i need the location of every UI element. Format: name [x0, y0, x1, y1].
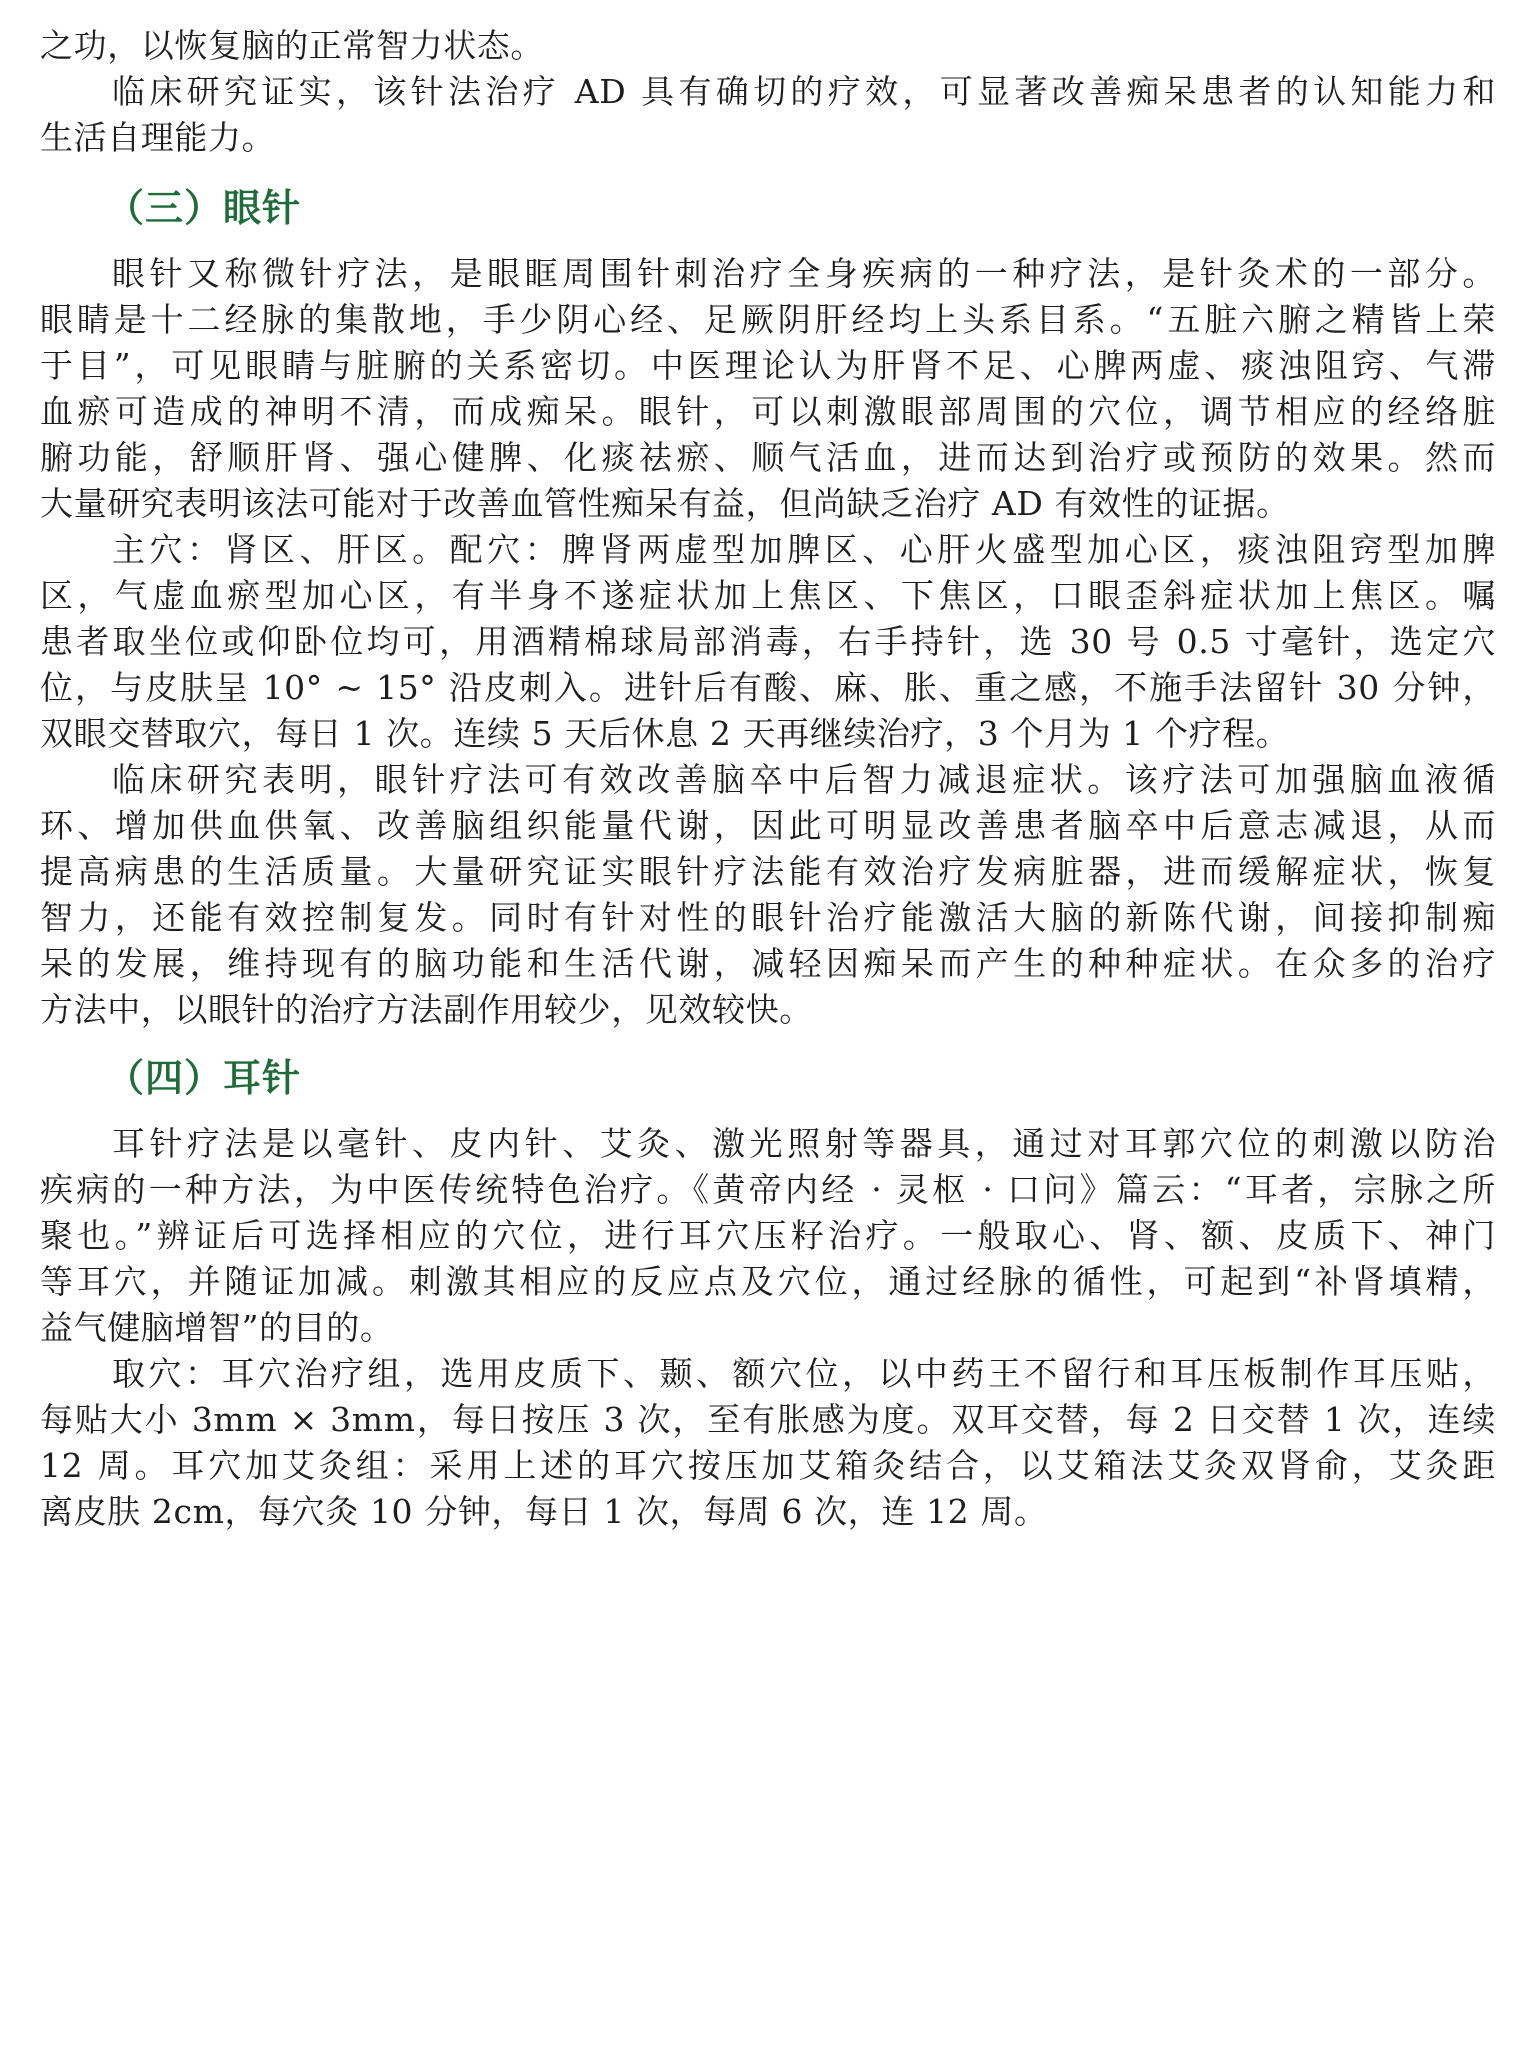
- text-line: 血瘀可造成的神明不清，而成痴呆。眼针，可以刺激眼部周围的穴位，调节相应的经络脏: [40, 392, 1496, 431]
- text-line: 环、增加供血供氧、改善脑组织能量代谢，因此可明显改善患者脑卒中后意志减退，从而: [40, 806, 1496, 845]
- text-line: 提高病患的生活质量。大量研究证实眼针疗法能有效治疗发病脏器，进而缓解症状，恢复: [40, 852, 1496, 891]
- section-heading-eye-acupuncture: （三）眼针: [106, 185, 302, 230]
- text-line: 区，气虚血瘀型加心区，有半身不遂症状加上焦区、下焦区，口眼歪斜症状加上焦区。嘱: [40, 576, 1496, 615]
- text-line: 眼睛是十二经脉的集散地，手少阴心经、足厥阴肝经均上头系目系。“五脏六腑之精皆上荣: [40, 300, 1496, 339]
- text-line: 患者取坐位或仰卧位均可，用酒精棉球局部消毒，右手持针，选 30 号 0.5 寸毫针，选定穴: [40, 622, 1496, 661]
- text-line: 等耳穴，并随证加减。刺激其相应的反应点及穴位，通过经脉的循性，可起到“补肾填精，: [40, 1262, 1496, 1301]
- text-line: 位，与皮肤呈 10° ~ 15° 沿皮刺入。进针后有酸、麻、胀、重之感，不施手法留针 30 分钟，: [40, 668, 1496, 707]
- text-line: 于目”，可见眼睛与脏腑的关系密切。中医理论认为肝肾不足、心脾两虚、痰浊阻窍、气滞: [40, 346, 1496, 385]
- text-line: 腑功能，舒顺肝肾、强心健脾、化痰祛瘀、顺气活血，进而达到治疗或预防的效果。然而: [40, 438, 1496, 477]
- text-line: 之功，以恢复脑的正常智力状态。: [40, 26, 544, 65]
- text-line: 12 周。耳穴加艾灸组：采用上述的耳穴按压加艾箱灸结合，以艾箱法艾灸双肾俞，艾灸距: [40, 1446, 1496, 1485]
- text-line: 大量研究表明该法可能对于改善血管性痴呆有益，但尚缺乏治疗 AD 有效性的证据。: [40, 484, 1290, 523]
- text-line: 生活自理能力。: [40, 118, 276, 157]
- paragraph-first-line: 主穴：肾区、肝区。配穴：脾肾两虚型加脾区、心肝火盛型加心区，痰浊阻窍型加脾: [112, 530, 1496, 569]
- paragraph-first-line: 临床研究表明，眼针疗法可有效改善脑卒中后智力减退症状。该疗法可加强脑血液循: [112, 760, 1496, 799]
- text-line: 呆的发展，维持现有的脑功能和生活代谢，减轻因痴呆而产生的种种症状。在众多的治疗: [40, 944, 1496, 983]
- paragraph-first-line: 临床研究证实，该针法治疗 AD 具有确切的疗效，可显著改善痴呆患者的认知能力和: [112, 72, 1496, 111]
- text-line: 离皮肤 2cm，每穴灸 10 分钟，每日 1 次，每周 6 次，连 12 周。: [40, 1492, 1048, 1531]
- paragraph-first-line: 眼针又称微针疗法，是眼眶周围针刺治疗全身疾病的一种疗法，是针灸术的一部分。: [112, 254, 1496, 293]
- text-line: 方法中，以眼针的治疗方法副作用较少，见效较快。: [40, 990, 813, 1029]
- text-line: 益气健脑增智”的目的。: [40, 1308, 394, 1347]
- paragraph-first-line: 耳针疗法是以毫针、皮内针、艾灸、激光照射等器具，通过对耳郭穴位的刺激以防治: [112, 1124, 1496, 1163]
- text-line: 疾病的一种方法，为中医传统特色治疗。《黄帝内经 · 灵枢 · 口问》篇云：“耳者，宗脉之所: [40, 1170, 1496, 1209]
- text-line: 聚也。”辨证后可选择相应的穴位，进行耳穴压籽治疗。一般取心、肾、额、皮质下、神门: [40, 1216, 1496, 1255]
- text-line: 智力，还能有效控制复发。同时有针对性的眼针治疗能激活大脑的新陈代谢，间接抑制痴: [40, 898, 1496, 937]
- section-heading-ear-acupuncture: （四）耳针: [106, 1055, 302, 1100]
- text-line: 双眼交替取穴，每日 1 次。连续 5 天后休息 2 天再继续治疗，3 个月为 1 个疗程。: [40, 714, 1290, 753]
- text-line: 每贴大小 3mm × 3mm，每日按压 3 次，至有胀感为度。双耳交替，每 2 日交替 1 次，连续: [40, 1400, 1496, 1439]
- paragraph-first-line: 取穴：耳穴治疗组，选用皮质下、颞、额穴位，以中药王不留行和耳压板制作耳压贴，: [112, 1354, 1496, 1393]
